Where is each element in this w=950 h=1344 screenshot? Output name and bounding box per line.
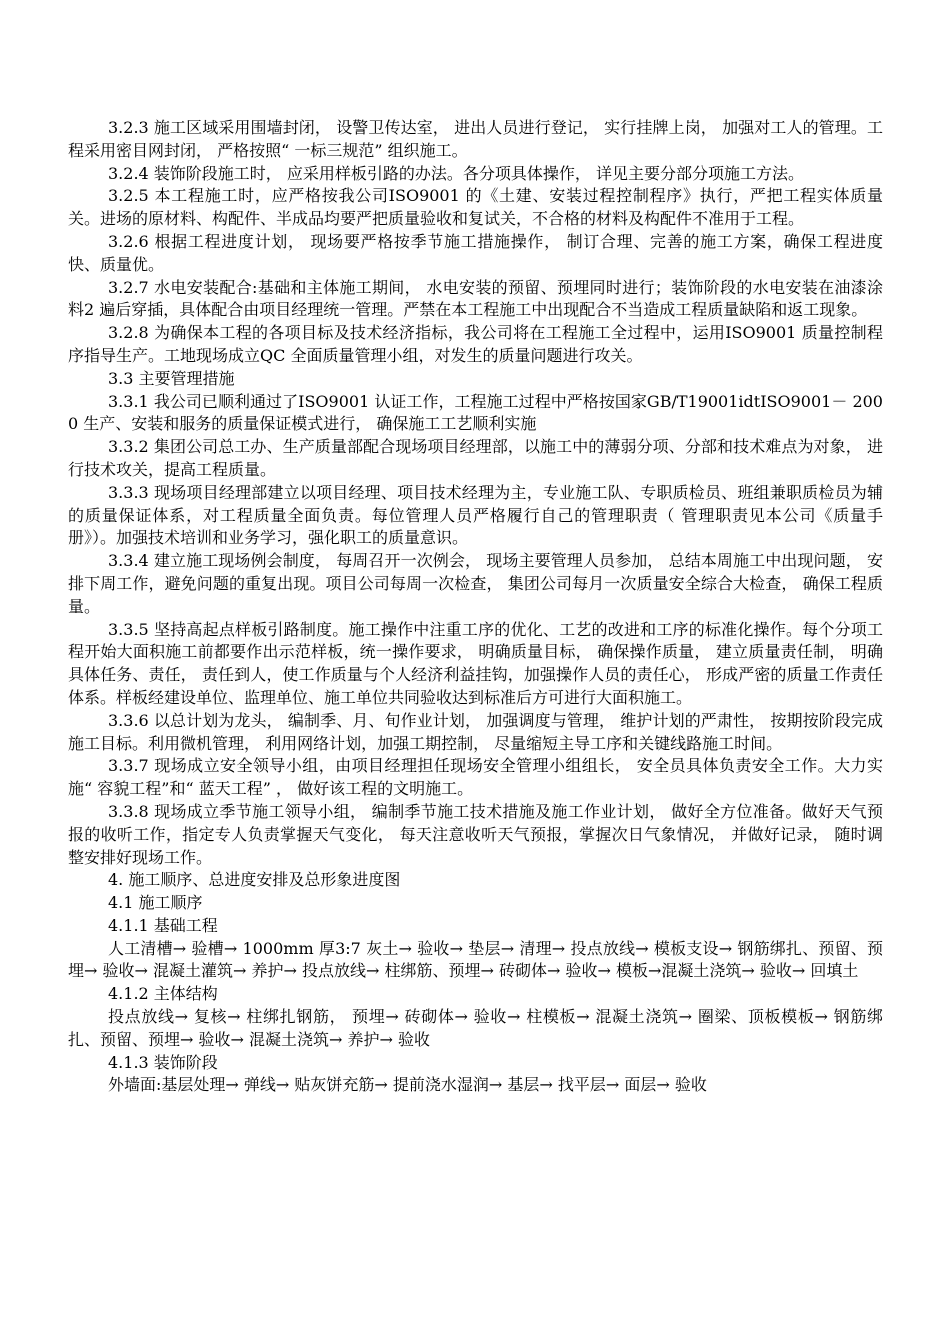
- decoration-sequence: 外墙面:基层处理→ 弹线→ 贴灰饼充筋→ 提前浇水湿润→ 基层→ 找平层→ 面层→ 验收: [108, 1075, 707, 1095]
- heading-4-1-2: 4.1.2 主体结构: [108, 984, 218, 1004]
- heading-3-3: 3.3 主要管理措施: [108, 368, 235, 388]
- paragraph-3-3-5: 3.3.5 坚持高起点样板引路制度。施工操作中注重工序的优化、工艺的改进和工序的标准化操作。每个分项工程开始大面积施工前都要作出示范样板，统一操作要求， 明确质量目标， 确保操作质量， 建立质量责任制， 明确具体任务、责任， 责任到人，使工作质量与个人经济利益挂钩，加强操作人员的责任心， 形成严密的质量工作责任体系。样板经建设单位、监理单位、施工单位共同验收达到标准后方可进行大面积施工。: [68, 619, 883, 707]
- heading-4-1: 4.1 施工顺序: [108, 893, 203, 913]
- paragraph-3-2-6: 3.2.6 根据工程进度计划， 现场要严格按季节施工措施操作， 制订合理、完善的施工方案，确保工程进度快、质量优。: [68, 231, 883, 274]
- paragraph-3-2-8: 3.2.8 为确保本工程的各项目标及技术经济指标，我公司将在工程施工全过程中，运用ISO9001 质量控制程序指导生产。工地现场成立QC 全面质量管理小组，对发生的质量问题进行攻关。: [68, 323, 883, 365]
- paragraph-3-2-7: 3.2.7 水电安装配合:基础和主体施工期间， 水电安装的预留、预埋同时进行；装饰阶段的水电安装在油漆涂料2 遍后穿插，具体配合由项目经理统一管理。严禁在本工程施工中出现配合不当造成工程质量缺陷和返工现象。: [68, 277, 883, 320]
- paragraph-3-3-3: 3.3.3 现场项目经理部建立以项目经理、项目技术经理为主，专业施工队、专职质检员、班组兼职质检员为辅的质量保证体系，对工程质量全面负责。每位管理人员严格履行自己的管理职责（ 管理职责见本公司《质量手册》）。加强技术培训和业务学习，强化职工的质量意识。: [68, 482, 883, 548]
- paragraph-3-3-6: 3.3.6 以总计划为龙头， 编制季、月、旬作业计划， 加强调度与管理， 维护计划的严肃性， 按期按阶段完成施工目标。利用微机管理， 利用网络计划，加强工期控制， 尽量缩短主导工序和关键线路施工时间。: [68, 710, 883, 753]
- foundation-sequence: 人工清槽→ 验槽→ 1000mm 厚3:7 灰土→ 验收→ 垫层→ 清理→ 投点放线→ 模板支设→ 钢筋绑扎、预留、预埋→ 验收→ 混凝土灌筑→ 养护→ 投点放线→ 柱绑筋、预埋→ 砖砌体→ 验收→ 模板→混凝土浇筑→ 验收→ 回填土: [68, 938, 883, 981]
- paragraph-3-2-3: 3.2.3 施工区域采用围墙封闭， 设警卫传达室， 进出人员进行登记， 实行挂牌上岗， 加强对工人的管理。工程采用密目网封闭， 严格按照“ 一标三规范” 组织施工。: [68, 118, 883, 160]
- paragraph-3-3-7: 3.3.7 现场成立安全领导小组，由项目经理担任现场安全管理小组组长， 安全员具体负责安全工作。大力实施“ 容貌工程”和“ 蓝天工程” ， 做好该工程的文明施工。: [68, 756, 883, 799]
- heading-4-1-3: 4.1.3 装饰阶段: [108, 1052, 218, 1072]
- paragraph-3-2-5: 3.2.5 本工程施工时，应严格按我公司ISO9001 的《土建、安装过程控制程序》执行，严把工程实体质量关。进场的原材料、构配件、半成品均要严把质量验收和复试关，不合格的材料及构配件不准用于工程。: [68, 186, 883, 229]
- paragraph-3-3-8: 3.3.8 现场成立季节施工领导小组， 编制季节施工技术措施及施工作业计划， 做好全方位准备。做好天气预报的收听工作，指定专人负责掌握天气变化， 每天注意收听天气预报，掌握次日气象情况， 并做好记录， 随时调整安排好现场工作。: [68, 801, 883, 867]
- paragraph-3-3-2: 3.3.2 集团公司总工办、生产质量部配合现场项目经理部，以施工中的薄弱分项、分部和技术难点为对象， 进行技术攻关，提高工程质量。: [68, 437, 883, 479]
- paragraph-3-3-1: 3.3.1 我公司已顺利通过了ISO9001 认证工作，工程施工过程中严格按国家GB/T19001idtISO9001－ 2000 生产、安装和服务的质量保证模式进行， 确保施工工艺顺利实施: [68, 391, 883, 434]
- main-structure-sequence: 投点放线→ 复核→ 柱绑扎钢筋， 预埋→ 砖砌体→ 验收→ 柱模板→ 混凝土浇筑→ 圈梁、顶板模板→ 钢筋绑扎、预留、预埋→ 验收→ 混凝土浇筑→ 养护→ 验收: [68, 1007, 883, 1049]
- paragraph-3-2-4: 3.2.4 装饰阶段施工时， 应采用样板引路的办法。各分项具体操作， 详见主要分部分项施工方法。: [108, 163, 804, 183]
- heading-4: 4. 施工顺序、总进度安排及总形象进度图: [108, 870, 401, 890]
- paragraph-3-3-4: 3.3.4 建立施工现场例会制度， 每周召开一次例会， 现场主要管理人员参加， 总结本周施工中出现问题， 安排下周工作，避免问题的重复出现。项目公司每周一次检查， 集团公司每月一次质量安全综合大检查， 确保工程质量。: [68, 551, 883, 616]
- document-body: [68, 117, 883, 1097]
- heading-4-1-1: 4.1.1 基础工程: [108, 915, 218, 935]
